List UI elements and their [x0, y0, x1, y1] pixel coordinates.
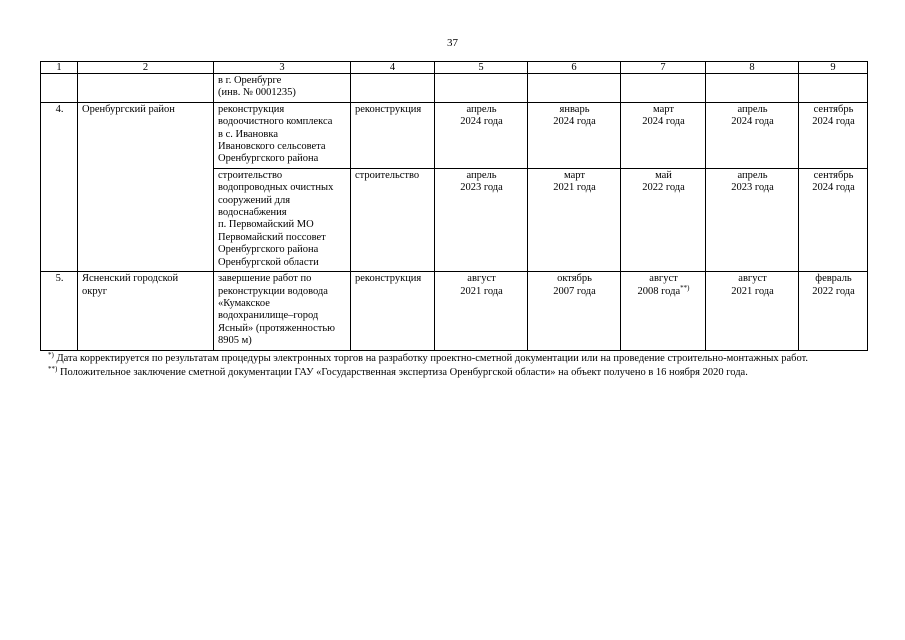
date-month: апрель — [466, 169, 497, 181]
column-number-row — [41, 62, 868, 74]
work-type-cell: строительство — [351, 168, 435, 271]
work-type-cell: реконструкция — [351, 102, 435, 168]
table-row — [41, 272, 868, 350]
date-cell — [799, 168, 868, 271]
page-number: 37 — [447, 37, 458, 49]
date-year: 2021 года — [731, 285, 774, 297]
footnotes — [48, 352, 888, 380]
object-name-line: водоочистного комплекса — [218, 116, 333, 128]
date-year: 2023 года — [460, 182, 503, 194]
table-cell — [351, 74, 435, 103]
object-name-line: водохранилище–город — [218, 310, 319, 322]
date-year: 2024 года — [812, 116, 855, 128]
table-cell — [528, 74, 621, 103]
object-name-line: Ивановского сельсовета — [218, 141, 326, 153]
column-header: 8 — [706, 62, 799, 74]
municipality-cell — [78, 272, 214, 350]
date-cell — [799, 272, 868, 350]
date-month: март — [653, 103, 674, 115]
table-cell — [78, 74, 214, 103]
date-cell — [706, 272, 799, 350]
date-year: 2024 года — [642, 116, 685, 128]
column-header: 5 — [435, 62, 528, 74]
object-name-line: в с. Ивановка — [218, 128, 278, 140]
object-name-line: (инв. № 0001235) — [218, 87, 296, 99]
date-month: август — [738, 273, 767, 285]
date-year: 2024 года — [553, 116, 596, 128]
date-cell — [706, 168, 799, 271]
table-cell — [799, 74, 868, 103]
date-cell — [435, 272, 528, 350]
object-name-line: в г. Оренбурге — [218, 75, 282, 86]
row-number: 4. — [41, 102, 78, 271]
object-name-line: сооружений для — [218, 194, 291, 206]
footnote — [48, 352, 888, 366]
object-name-line: реконструкции водовода — [218, 285, 328, 297]
date-year: 2024 года — [731, 116, 774, 128]
date-month: март — [564, 169, 585, 181]
schedule-table — [40, 61, 868, 351]
column-header: 1 — [41, 62, 78, 74]
date-cell — [706, 102, 799, 168]
object-name-cell — [214, 168, 351, 271]
date-year: 2024 года — [812, 182, 855, 194]
municipality-line: округ — [82, 285, 108, 297]
date-month: сентябрь — [813, 103, 854, 115]
date-cell — [528, 272, 621, 350]
date-month: апрель — [737, 103, 768, 115]
footnote — [48, 366, 888, 380]
date-year: 2024 года — [460, 116, 503, 128]
continuation-row — [41, 74, 868, 103]
column-header: 6 — [528, 62, 621, 74]
footnote-text: Положительное заключение сметной документации ГАУ «Государственная экспертиза Оренбургской области» на объект получено в 16 ноября 2020 года. — [57, 367, 748, 378]
object-name-cell — [214, 102, 351, 168]
work-type-cell: реконструкция — [351, 272, 435, 350]
footnote-text: Дата корректируется по результатам процедуры электронных торгов на разработку проектно-сметной документации или на проведение строительно-монтажных работ. — [53, 353, 809, 364]
date-month: январь — [559, 103, 590, 115]
date-month: октябрь — [557, 273, 592, 285]
date-year: 2022 года — [812, 285, 855, 297]
date-month: апрель — [737, 169, 768, 181]
column-header: 3 — [214, 62, 351, 74]
date-month: май — [655, 169, 672, 181]
date-month: сентябрь — [813, 169, 854, 181]
column-header: 7 — [621, 62, 706, 74]
row-number: 5. — [41, 272, 78, 350]
object-name-line: Оренбургской области — [218, 256, 319, 268]
column-header: 2 — [78, 62, 214, 74]
object-name-line: Оренбургского района — [218, 244, 319, 256]
date-month: август — [649, 273, 678, 285]
date-cell — [621, 102, 706, 168]
object-name-cell — [214, 272, 351, 350]
object-name-line: Ясный» (протяженностью — [218, 322, 335, 334]
column-header: 4 — [351, 62, 435, 74]
object-name-line: п. Первомайский МО — [218, 219, 314, 231]
table-row — [41, 102, 868, 168]
object-name-line: «Кумакское — [218, 297, 270, 309]
date-cell — [528, 102, 621, 168]
table-cell — [41, 74, 78, 103]
date-year: 2022 года — [642, 182, 685, 194]
footnote-mark: **) — [48, 365, 58, 373]
date-cell — [435, 168, 528, 271]
object-name-line: водоснабжения — [218, 207, 287, 219]
date-cell — [621, 272, 706, 350]
date-cell — [528, 168, 621, 271]
date-cell — [799, 102, 868, 168]
column-header: 9 — [799, 62, 868, 74]
object-name-cell — [214, 74, 351, 103]
date-year: 2021 года — [460, 285, 503, 297]
municipality-line: Ясненский городской — [82, 273, 179, 285]
date-year: 2008 года — [637, 285, 681, 297]
object-name-line: строительство — [218, 169, 283, 181]
object-name-line: водопроводных очистных — [218, 182, 334, 194]
table-cell — [435, 74, 528, 103]
object-name-line: реконструкция — [218, 103, 285, 115]
date-month: август — [467, 273, 496, 285]
footnote-mark: *) — [48, 351, 54, 359]
footnote-mark: **) — [680, 283, 690, 292]
object-name-line: завершение работ по — [218, 273, 312, 285]
object-name-line: 8905 м) — [218, 335, 252, 347]
date-year: 2007 года — [553, 285, 596, 297]
date-year: 2021 года — [553, 182, 596, 194]
date-month: апрель — [466, 103, 497, 115]
date-cell — [435, 102, 528, 168]
object-name-line: Оренбургского района — [218, 153, 319, 165]
object-name-line: Первомайский поссовет — [218, 231, 326, 243]
date-cell — [621, 168, 706, 271]
date-year: 2023 года — [731, 182, 774, 194]
date-month: февраль — [815, 273, 852, 285]
table-cell — [706, 74, 799, 103]
municipality-cell: Оренбургский район — [78, 102, 214, 271]
table-cell — [621, 74, 706, 103]
date-year-with-note — [625, 283, 702, 298]
